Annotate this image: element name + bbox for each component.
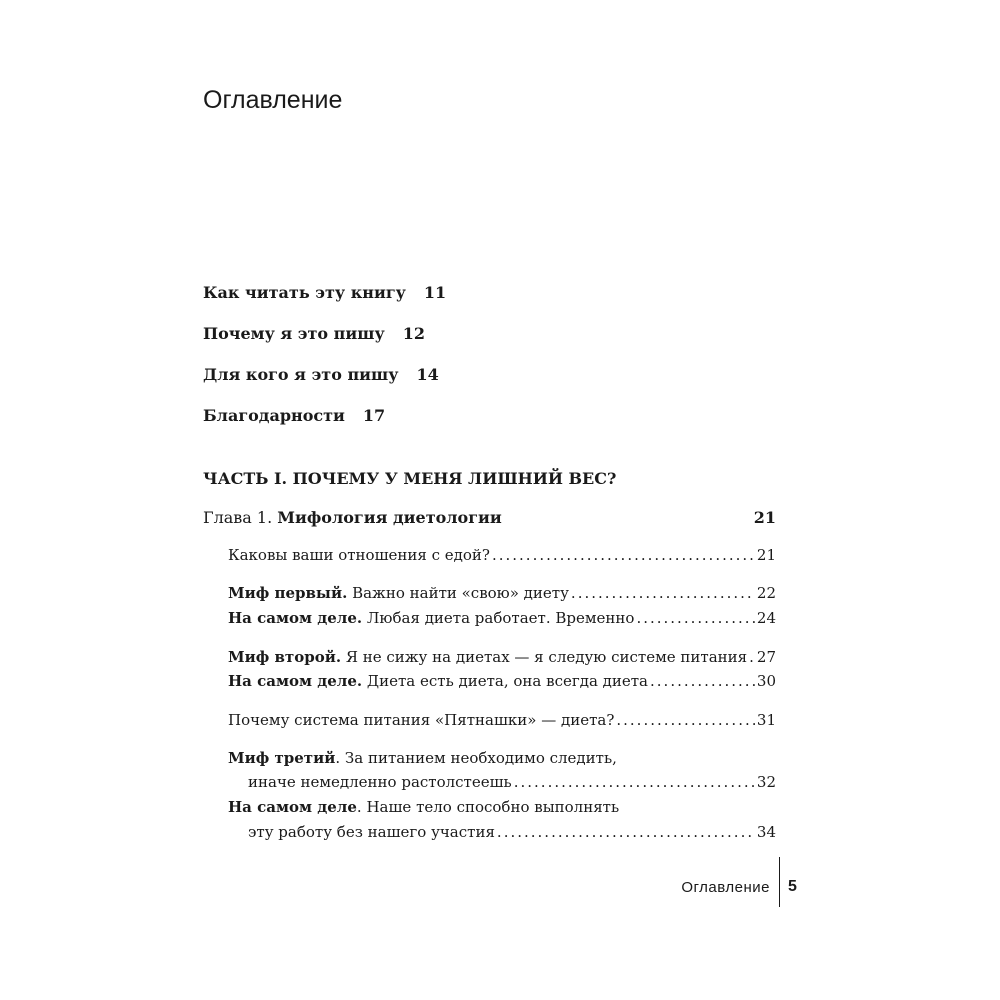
chapter-title: Мифология диетологии bbox=[277, 508, 502, 527]
toc-entry-first-line[interactable] bbox=[228, 798, 619, 816]
toc-entry-bold: Миф первый. bbox=[228, 584, 348, 602]
toc-front-page: 17 bbox=[362, 406, 386, 425]
toc-entry-text: . За питанием необходимо следить, bbox=[335, 749, 617, 767]
chapter-row[interactable] bbox=[203, 508, 776, 527]
dot-leader bbox=[492, 546, 755, 564]
dot-leader bbox=[636, 609, 754, 627]
dot-leader bbox=[497, 823, 755, 841]
toc-entry-bold: На самом деле bbox=[228, 798, 357, 816]
toc-front-page: 14 bbox=[416, 365, 439, 384]
toc-entry-text: Любая диета работает. Временно bbox=[362, 609, 635, 627]
toc-entry-text: Я не сижу на диетах — я следую системе питания bbox=[341, 648, 748, 666]
toc-front-item[interactable] bbox=[203, 406, 385, 425]
dot-leader bbox=[616, 711, 755, 729]
toc-front-label: Как читать эту книгу bbox=[203, 283, 406, 302]
toc-entry-continuation[interactable] bbox=[248, 823, 776, 841]
toc-entry-page: 32 bbox=[756, 773, 776, 791]
toc-entry-bold: Миф второй. bbox=[228, 648, 342, 666]
toc-entry-text: Важно найти «свою» диету bbox=[347, 584, 569, 602]
toc-front-page: 11 bbox=[423, 283, 447, 302]
toc-entry[interactable] bbox=[228, 711, 776, 729]
dot-leader bbox=[749, 648, 755, 666]
toc-entry-text: Каковы ваши отношения с едой? bbox=[228, 546, 490, 564]
toc-entry-text: эту работу без нашего участия bbox=[248, 823, 495, 841]
toc-entry-page: 34 bbox=[756, 823, 776, 841]
toc-entry-page: 22 bbox=[756, 584, 776, 602]
page-title: Оглавление bbox=[203, 86, 343, 114]
toc-entry-page: 31 bbox=[756, 711, 776, 729]
part-heading: ЧАСТЬ I. ПОЧЕМУ У МЕНЯ ЛИШНИЙ ВЕС? bbox=[203, 469, 617, 488]
toc-entry[interactable] bbox=[228, 672, 776, 690]
toc-entry-bold: На самом деле. bbox=[228, 609, 363, 627]
toc-entry[interactable] bbox=[228, 584, 776, 602]
toc-entry-bold: Миф третий bbox=[228, 749, 336, 767]
toc-front-item[interactable] bbox=[203, 324, 425, 343]
toc-front-item[interactable] bbox=[203, 283, 446, 302]
toc-front-label: Благодарности bbox=[203, 406, 345, 425]
toc-entry-first-line[interactable] bbox=[228, 749, 617, 767]
running-footer-label: Оглавление bbox=[681, 879, 770, 896]
toc-front-page: 12 bbox=[402, 324, 425, 343]
chapter-prefix: Глава 1. bbox=[203, 508, 278, 527]
toc-entry[interactable] bbox=[228, 648, 776, 666]
footer-divider bbox=[779, 857, 780, 907]
toc-entry[interactable] bbox=[228, 546, 776, 564]
dot-leader bbox=[571, 584, 755, 602]
page-number: 5 bbox=[788, 878, 797, 895]
dot-leader bbox=[650, 672, 755, 690]
toc-entry-text: Диета есть диета, она всегда диета bbox=[362, 672, 649, 690]
toc-entry-page: 27 bbox=[756, 648, 776, 666]
toc-entry-text: Почему система питания «Пятнашки» — диета? bbox=[228, 711, 615, 729]
toc-entry-bold: На самом деле. bbox=[228, 672, 363, 690]
chapter-page: 21 bbox=[753, 508, 776, 527]
toc-entry-text: . Наше тело способно выполнять bbox=[356, 798, 620, 816]
toc-front-item[interactable] bbox=[203, 365, 439, 384]
toc-entry-text: иначе немедленно растолстеешь bbox=[248, 773, 512, 791]
toc-entry-page: 21 bbox=[756, 546, 776, 564]
toc-entry[interactable] bbox=[228, 609, 776, 627]
toc-entry-page: 24 bbox=[756, 609, 776, 627]
dot-leader bbox=[514, 773, 755, 791]
toc-front-label: Почему я это пишу bbox=[203, 324, 385, 343]
toc-front-label: Для кого я это пишу bbox=[203, 365, 399, 384]
toc-entry-page: 30 bbox=[756, 672, 776, 690]
toc-entry-continuation[interactable] bbox=[248, 773, 776, 791]
